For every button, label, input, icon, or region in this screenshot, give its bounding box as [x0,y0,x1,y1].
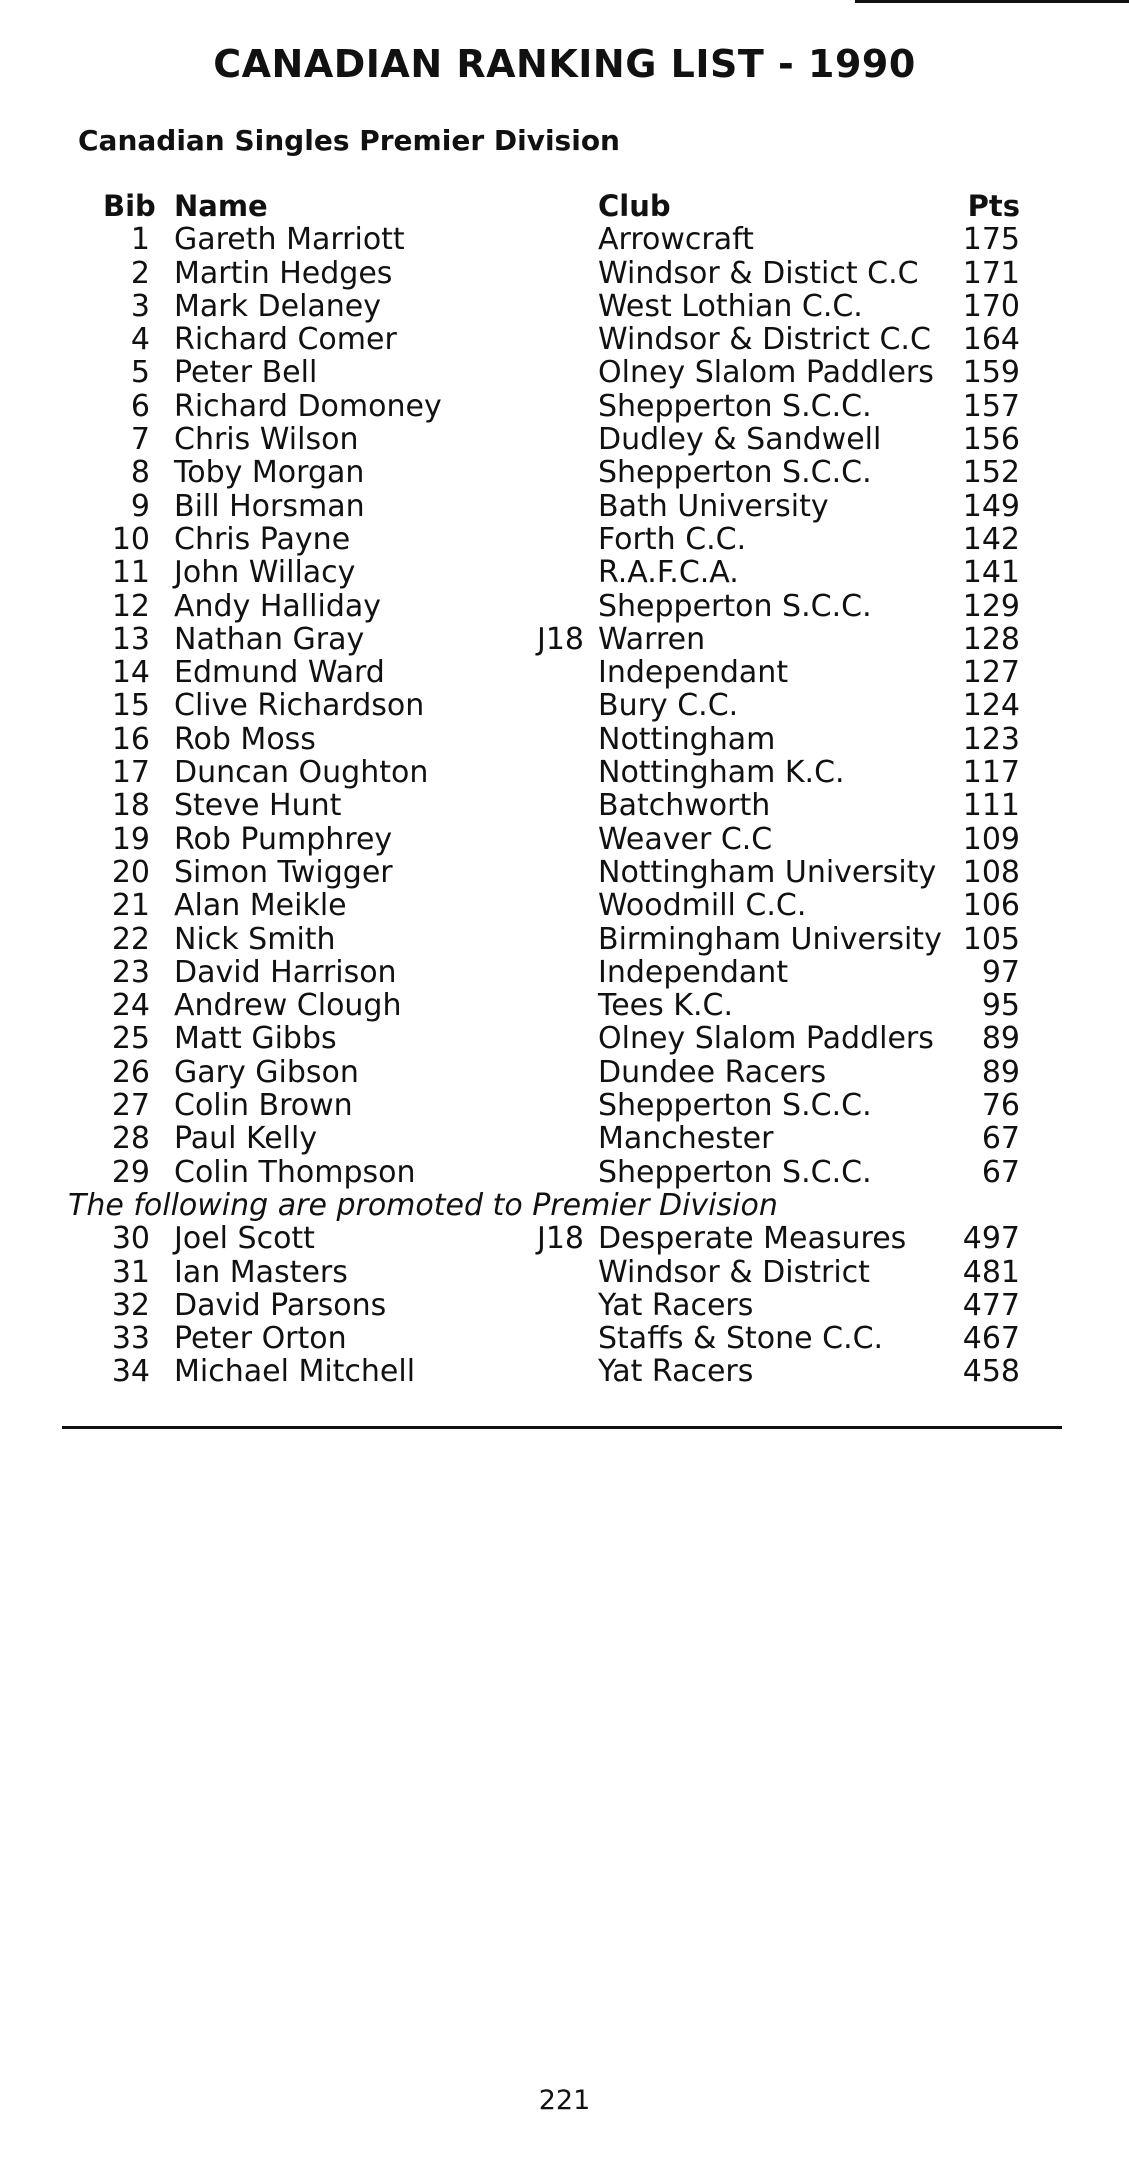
points-cell: 89 [981,1021,1020,1057]
table-row [0,656,1129,689]
bib-cell: 26 [111,1054,150,1090]
points-cell: 175 [962,222,1020,258]
bib-cell: 1 [130,222,150,258]
bib-cell: 11 [111,555,150,591]
points-cell: 128 [962,621,1020,657]
table-header-row [0,190,1129,223]
points-cell: 156 [962,422,1020,458]
name-cell: Alan Meikle [174,888,347,924]
points-cell: 109 [962,821,1020,857]
points-cell: 95 [981,988,1020,1024]
table-row [0,290,1129,323]
points-cell: 106 [962,888,1020,924]
name-cell: Clive Richardson [174,688,425,724]
points-cell: 171 [962,255,1020,291]
name-cell: Andy Halliday [174,588,381,624]
points-cell: 159 [962,355,1020,391]
name-cell: Mark Delaney [174,288,382,324]
points-cell: 467 [962,1321,1020,1357]
club-cell: Manchester [598,1121,774,1157]
name-cell: Gareth Marriott [174,222,405,258]
name-cell: Chris Wilson [174,422,359,458]
points-cell: 105 [962,921,1020,957]
bib-cell: 20 [111,854,150,890]
club-cell: Olney Slalom Paddlers [598,355,934,391]
club-cell: Tees K.C. [598,988,733,1024]
name-cell: Chris Payne [174,521,351,557]
club-cell: Batchworth [598,788,771,824]
club-cell: Warren [598,621,706,657]
points-cell: 477 [962,1287,1020,1323]
points-cell: 67 [981,1154,1020,1190]
table-row [0,523,1129,556]
bib-cell: 15 [111,688,150,724]
club-cell: Dundee Racers [598,1054,827,1090]
points-cell: 157 [962,388,1020,424]
club-cell: Independant [598,954,789,990]
club-cell: R.A.F.C.A. [598,555,739,591]
name-cell: Martin Hedges [174,255,393,291]
bib-cell: 34 [111,1354,150,1390]
table-row [0,356,1129,389]
bib-cell: 7 [130,422,150,458]
bib-cell: 30 [111,1221,150,1257]
table-row [0,257,1129,290]
bib-cell: 18 [111,788,150,824]
points-cell: 76 [981,1088,1020,1124]
name-cell: Michael Mitchell [174,1354,416,1390]
points-cell: 170 [962,288,1020,324]
club-cell: Birmingham University [598,921,942,957]
bib-cell: 16 [111,721,150,757]
table-row [0,823,1129,856]
club-cell: Windsor & District C.C [598,322,931,358]
points-cell: 127 [962,655,1020,691]
club-cell: Shepperton S.C.C. [598,388,872,424]
bib-cell: 31 [111,1254,150,1290]
points-cell: 97 [981,954,1020,990]
bib-cell: 28 [111,1121,150,1157]
table-row [0,1256,1129,1289]
club-cell: Independant [598,655,789,691]
points-cell: 141 [962,555,1020,591]
bib-cell: 24 [111,988,150,1024]
points-cell: 111 [962,788,1020,824]
bib-cell: 21 [111,888,150,924]
bib-cell: 19 [111,821,150,857]
points-cell: 152 [962,455,1020,491]
club-cell: Shepperton S.C.C. [598,1088,872,1124]
table-row [0,756,1129,789]
name-cell: Rob Pumphrey [174,821,393,857]
name-cell: David Harrison [174,954,397,990]
points-cell: 149 [962,488,1020,524]
name-cell: Simon Twigger [174,854,393,890]
club-cell: Windsor & District [598,1254,870,1290]
promoted-note: The following are promoted to Premier Division [68,1187,778,1223]
bib-cell: 23 [111,954,150,990]
club-cell: Desperate Measures [598,1221,907,1257]
points-cell: 123 [962,721,1020,757]
table-row [0,1022,1129,1055]
name-cell: Toby Morgan [174,455,365,491]
name-cell: Gary Gibson [174,1054,359,1090]
bib-cell: 33 [111,1321,150,1357]
club-cell: Forth C.C. [598,521,747,557]
table-row [0,1122,1129,1155]
club-cell: Yat Racers [598,1287,754,1323]
club-cell: Shepperton S.C.C. [598,588,872,624]
table-row [0,390,1129,423]
name-cell: David Parsons [174,1287,387,1323]
club-cell: West Lothian C.C. [598,288,863,324]
bib-cell: 2 [130,255,150,291]
club-cell: Shepperton S.C.C. [598,455,872,491]
name-cell: John Willacy [174,555,356,591]
header-pts: Pts [967,189,1020,223]
table-row [0,590,1129,623]
club-cell: Weaver C.C [598,821,773,857]
name-cell: Nathan Gray [174,621,365,657]
table-row [0,1089,1129,1122]
table-row [0,1322,1129,1355]
top-rule [855,0,1129,3]
name-cell: Peter Orton [174,1321,347,1357]
bib-cell: 32 [111,1287,150,1323]
name-cell: Richard Comer [174,322,397,358]
table-row [0,789,1129,822]
name-cell: Rob Moss [174,721,316,757]
header-name: Name [174,189,268,223]
table-row [0,689,1129,722]
name-cell: Nick Smith [174,921,336,957]
category-cell: J18 [536,621,584,657]
division-subtitle: Canadian Singles Premier Division [78,124,620,157]
name-cell: Bill Horsman [174,488,365,524]
points-cell: 142 [962,521,1020,557]
club-cell: Nottingham K.C. [598,755,845,791]
name-cell: Edmund Ward [174,655,385,691]
points-cell: 124 [962,688,1020,724]
club-cell: Woodmill C.C. [598,888,807,924]
points-cell: 117 [962,755,1020,791]
club-cell: Bath University [598,488,829,524]
points-cell: 129 [962,588,1020,624]
points-cell: 67 [981,1121,1020,1157]
name-cell: Colin Thompson [174,1154,416,1190]
club-cell: Arrowcraft [598,222,754,258]
points-cell: 164 [962,322,1020,358]
table-row [0,889,1129,922]
bib-cell: 5 [130,355,150,391]
table-row [0,1355,1129,1388]
points-cell: 481 [962,1254,1020,1290]
page-number: 221 [538,2085,591,2116]
bottom-rule [62,1426,1062,1429]
header-bib: Bib [103,189,156,223]
table-row [0,490,1129,523]
name-cell: Ian Masters [174,1254,348,1290]
ranking-table [0,190,1129,1389]
name-cell: Andrew Clough [174,988,402,1024]
bib-cell: 14 [111,655,150,691]
name-cell: Paul Kelly [174,1121,318,1157]
ranking-rows [0,223,1129,1189]
points-cell: 89 [981,1054,1020,1090]
category-cell: J18 [536,1221,584,1257]
table-row [0,989,1129,1022]
table-row [0,856,1129,889]
name-cell: Joel Scott [174,1221,315,1257]
bib-cell: 13 [111,621,150,657]
bib-cell: 17 [111,755,150,791]
club-cell: Dudley & Sandwell [598,422,882,458]
name-cell: Duncan Oughton [174,755,429,791]
bib-cell: 8 [130,455,150,491]
table-row [0,623,1129,656]
promoted-rows [0,1222,1129,1388]
header-club: Club [598,189,671,223]
bib-cell: 25 [111,1021,150,1057]
table-row [0,223,1129,256]
table-row [0,956,1129,989]
points-cell: 497 [962,1221,1020,1257]
bib-cell: 29 [111,1154,150,1190]
name-cell: Peter Bell [174,355,318,391]
table-row [0,556,1129,589]
table-row [0,923,1129,956]
bib-cell: 3 [130,288,150,324]
bib-cell: 12 [111,588,150,624]
name-cell: Matt Gibbs [174,1021,337,1057]
points-cell: 108 [962,854,1020,890]
club-cell: Staffs & Stone C.C. [598,1321,884,1357]
club-cell: Olney Slalom Paddlers [598,1021,934,1057]
table-row [0,723,1129,756]
name-cell: Richard Domoney [174,388,442,424]
table-row [0,456,1129,489]
page-title: CANADIAN RANKING LIST - 1990 [213,42,916,86]
bib-cell: 9 [130,488,150,524]
table-row [0,323,1129,356]
name-cell: Colin Brown [174,1088,353,1124]
bib-cell: 4 [130,322,150,358]
club-cell: Bury C.C. [598,688,739,724]
table-row [0,1156,1129,1189]
bib-cell: 6 [130,388,150,424]
club-cell: Nottingham University [598,854,937,890]
table-row [0,1056,1129,1089]
points-cell: 458 [962,1354,1020,1390]
club-cell: Yat Racers [598,1354,754,1390]
club-cell: Windsor & Distict C.C [598,255,919,291]
table-row [0,1222,1129,1255]
bib-cell: 27 [111,1088,150,1124]
club-cell: Shepperton S.C.C. [598,1154,872,1190]
club-cell: Nottingham [598,721,776,757]
bib-cell: 10 [111,521,150,557]
name-cell: Steve Hunt [174,788,342,824]
table-row [0,1289,1129,1322]
table-row [0,423,1129,456]
bib-cell: 22 [111,921,150,957]
